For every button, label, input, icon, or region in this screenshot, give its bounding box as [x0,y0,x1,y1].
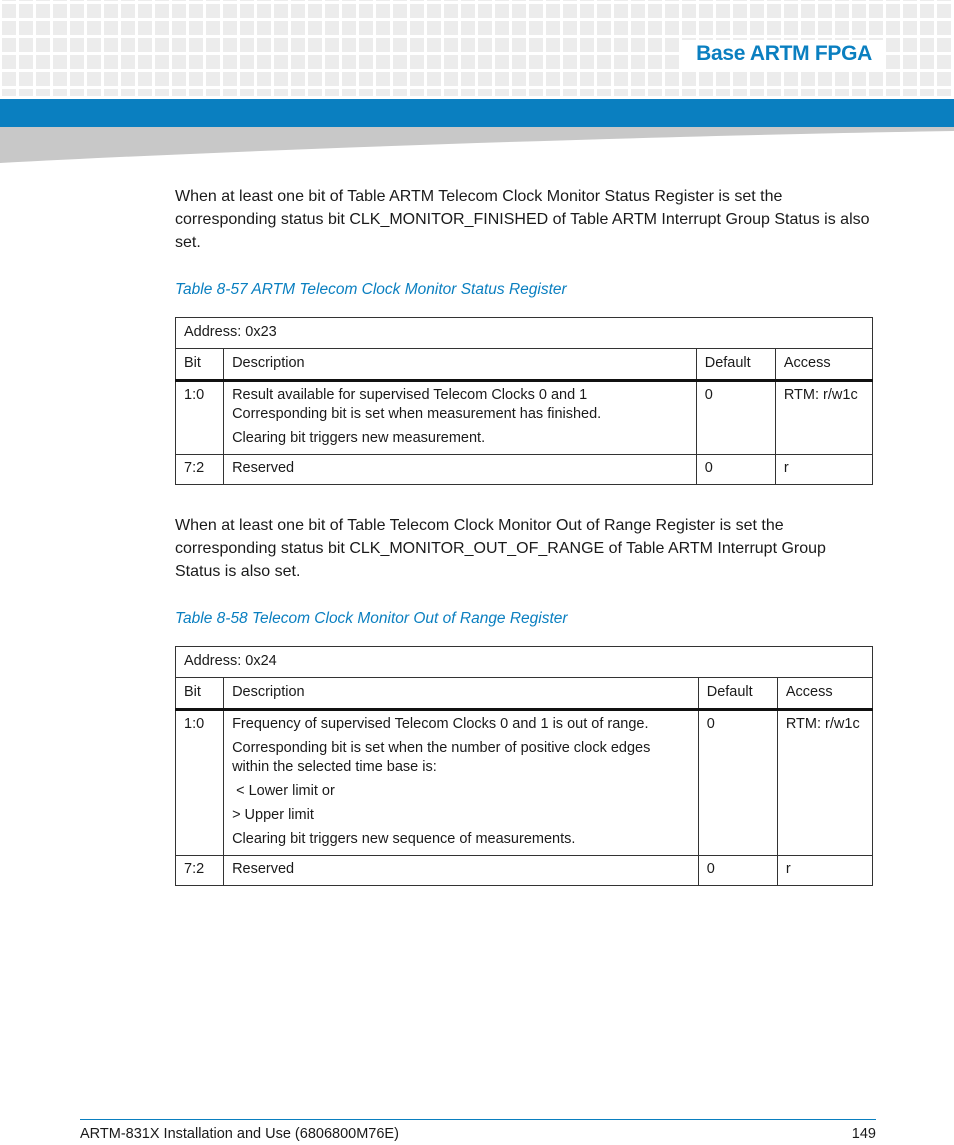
table-1-row-2-description [224,455,697,485]
desc-line: < Lower limit or [232,783,335,799]
table-2-caption-wrap [175,610,875,628]
table-2-row-1-bit: 1:0 [176,710,224,856]
footer-page-number: 149 [851,1126,876,1142]
table-2-header-bit: Bit [176,678,224,710]
paragraph-2 [175,514,875,583]
table-2-row-1-default: 0 [698,710,777,856]
table-1-row-2-bit: 7:2 [176,455,224,485]
table-1-header-default: Default [696,349,775,381]
table-row [176,856,873,886]
table-1-header-row [176,349,873,381]
table-1-row-1-bit: 1:0 [176,381,224,455]
table-1-wrap [175,317,875,485]
table-1-row-1-description [224,381,697,455]
table-2-row-2-access: r [777,856,872,886]
desc-line: Result available for supervised Telecom Clocks 0 and 1 [232,387,588,403]
table-1-address: Address: 0x23 [176,318,873,349]
table-2-row-2-description [224,856,699,886]
table-2-header-description: Description [224,678,699,710]
table-1-caption-wrap [175,281,875,299]
table-1-header-bit: Bit [176,349,224,381]
table-1-row-2-default: 0 [696,455,775,485]
table-2-header-access: Access [777,678,872,710]
desc-line: Clearing bit triggers new sequence of measurements. [232,831,576,847]
page-section-title: Base ARTM FPGA [696,42,872,65]
table-2-address: Address: 0x24 [176,647,873,678]
register-table-1 [175,317,873,485]
table-1-row-2-access: r [775,455,872,485]
paragraph-1-text: When at least one bit of Table ARTM Telecom Clock Monitor Status Register is set the corresponding status bit CLK_MONITOR_FINISHED of Table ARTM Interrupt Group Status is also set. [175,188,870,251]
table-row [176,381,873,455]
desc-line: Reserved [232,861,295,877]
table-2-row-1-access: RTM: r/w1c [777,710,872,856]
table-1-header-description: Description [224,349,697,381]
table-row [176,710,873,856]
paragraph-1 [175,185,875,254]
footer-divider [80,1119,876,1120]
header-swoosh [0,127,954,163]
desc-line: Corresponding bit is set when measurement has finished. [232,406,602,422]
register-table-2 [175,646,873,886]
footer-document-title: ARTM-831X Installation and Use (6806800M76E) [80,1126,399,1142]
table-2-header-row [176,678,873,710]
table-1-caption: Table 8-57 ARTM Telecom Clock Monitor Status Register [175,281,567,298]
paragraph-2-text: When at least one bit of Table Telecom Clock Monitor Out of Range Register is set the corresponding status bit CLK_MONITOR_OUT_OF_RANGE of Table ARTM Interrupt Group Status is also set. [175,517,826,580]
desc-line: Corresponding bit is set when the number of positive clock edges within the selected time base is: [232,740,651,775]
table-row [176,455,873,485]
table-2-row-2-bit: 7:2 [176,856,224,886]
table-1-header-access: Access [775,349,872,381]
table-2-caption: Table 8-58 Telecom Clock Monitor Out of Range Register [175,610,568,627]
table-1-row-1-default: 0 [696,381,775,455]
header-title-box [682,40,884,70]
table-2-header-default: Default [698,678,777,710]
desc-line: Frequency of supervised Telecom Clocks 0 and 1 is out of range. [232,716,649,732]
table-1-address-row [176,318,873,349]
desc-line: Clearing bit triggers new measurement. [232,430,486,446]
desc-line: Reserved [232,460,295,476]
header-blue-band [0,99,954,127]
table-2-row-1-description [224,710,699,856]
table-2-address-row [176,647,873,678]
table-2-wrap [175,646,875,886]
desc-line: > Upper limit [232,807,314,823]
table-2-row-2-default: 0 [698,856,777,886]
table-1-row-1-access: RTM: r/w1c [775,381,872,455]
